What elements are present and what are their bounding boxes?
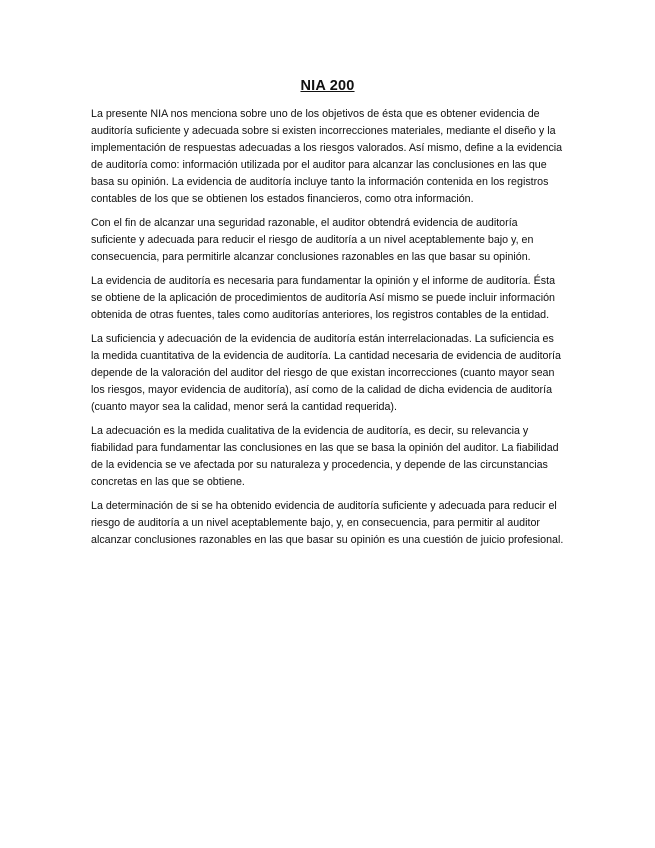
document-body	[91, 106, 565, 556]
paragraph: La evidencia de auditoría es necesaria para fundamentar la opinión y el informe de auditoría. Ésta se obtiene de la aplicación de procedimientos de auditoría Así mismo se puede incluir información obtenida de otras fuentes, tales como auditorías anteriores, los registros contables de la entidad.	[91, 275, 556, 321]
paragraph: La determinación de si se ha obtenido evidencia de auditoría suficiente y adecuada para reducir el riesgo de auditoría a un nivel aceptablemente bajo, y, en consecuencia, para permitir al auditor alcanzar conclusiones razonables en las que basar su opinión es una cuestión de juicio profesional.	[91, 500, 564, 546]
paragraph: La presente NIA nos menciona sobre uno de los objetivos de ésta que es obtener evidencia de auditoría suficiente y adecuada sobre si existen incorrecciones materiales, mediante el diseño y la implementación de respuestas adecuadas a los riesgos valorados. Así mismo, define a la evidencia de auditoría como: información utilizada por el auditor para alcanzar las conclusiones en las que basa su opinión. La evidencia de auditoría incluye tanto la información contenida en los registros contables de los que se obtienen los estados financieros, como otra información.	[91, 108, 563, 205]
paragraph: La suficiencia y adecuación de la evidencia de auditoría están interrelacionadas. La suficiencia es la medida cuantitativa de la evidencia de auditoría. La cantidad necesaria de evidencia de auditoría depende de la valoración del auditor del riesgo de que existan incorrecciones (cuanto mayor sean los riesgos, mayor evidencia de auditoría), así como de la calidad de dicha evidencia de auditoría (cuanto mayor sea la calidad, menor será la cantidad requerida).	[91, 333, 561, 413]
paragraph: La adecuación es la medida cualitativa de la evidencia de auditoría, es decir, su relevancia y fiabilidad para fundamentar las conclusiones en las que se basa la opinión del auditor. La fiabilidad de la evidencia se ve afectada por su naturaleza y procedencia, y depende de las circunstancias concretas en las que se obtiene.	[91, 425, 559, 488]
document-title: NIA 200	[300, 78, 355, 94]
paragraph: Con el fin de alcanzar una seguridad razonable, el auditor obtendrá evidencia de auditoría suficiente y adecuada para reducir el riesgo de auditoría a un nivel aceptablemente bajo y, en consecuencia, para permitirle alcanzar conclusiones razonables en las que basar su opinión.	[91, 217, 534, 263]
